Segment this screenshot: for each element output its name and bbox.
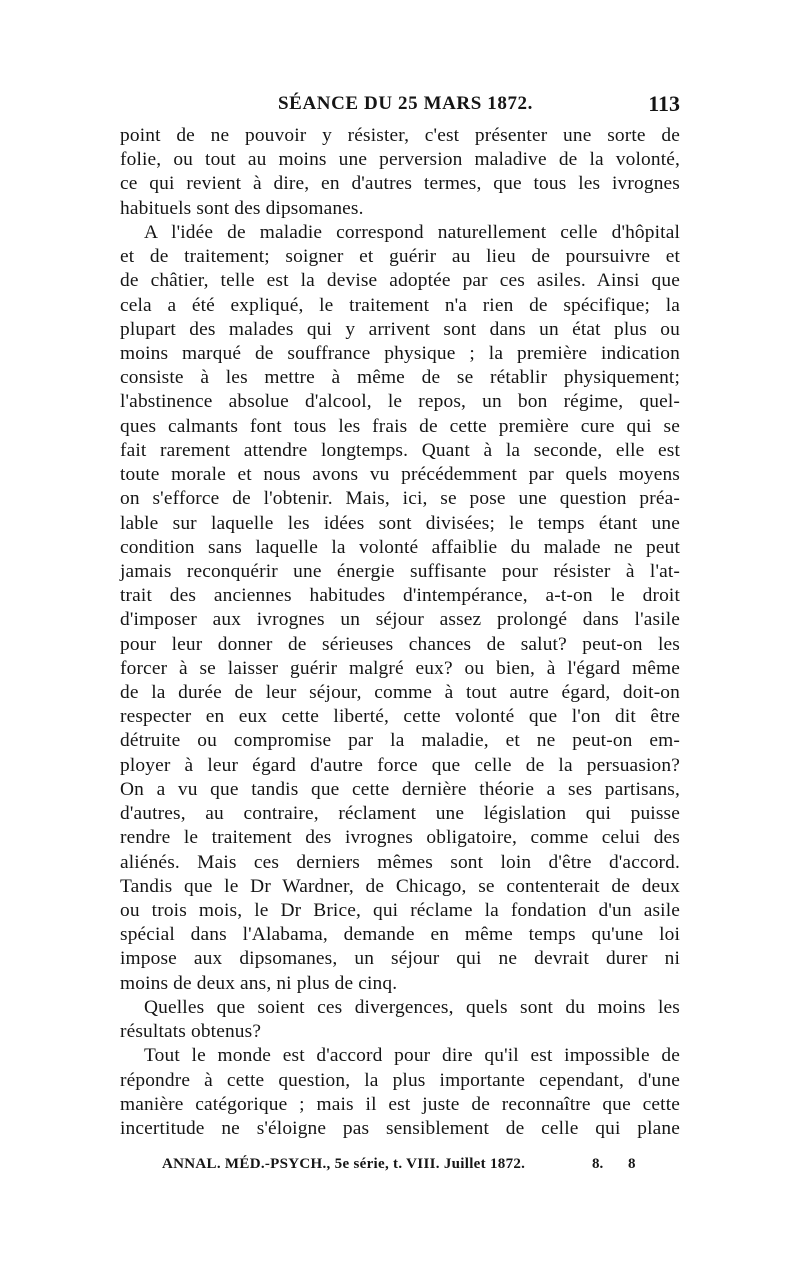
text-line: forcer à se laisser guérir malgré eux? ou bien, à l'égard même bbox=[120, 657, 680, 679]
text-line: jamais reconquérir une énergie suffisante pour résister à l'at- bbox=[120, 560, 680, 582]
text-line: trait des anciennes habitudes d'intempérance, a-t-on le droit bbox=[120, 585, 680, 607]
text-line: impose aux dipsomanes, un séjour qui ne devrait durer ni bbox=[120, 948, 680, 970]
text-line: Quelles que soient ces divergences, quels sont du moins les bbox=[144, 996, 680, 1018]
text-line: résultats obtenus? bbox=[120, 1021, 262, 1043]
text-line: répondre à cette question, la plus importante cependant, d'une bbox=[120, 1069, 680, 1091]
running-title: SÉANCE DU 25 MARS 1872. bbox=[278, 93, 534, 114]
signature-mark: 8. bbox=[592, 1156, 604, 1172]
text-line: condition sans laquelle la volonté affaiblie du malade ne peut bbox=[120, 536, 680, 558]
text-line: moins de deux ans, ni plus de cinq. bbox=[120, 972, 398, 994]
text-line: lable sur laquelle les idées sont divisées; le temps étant une bbox=[120, 512, 680, 534]
text-line: habituels sont des dipsomanes. bbox=[120, 197, 364, 219]
journal-reference: ANNAL. MÉD.-PSYCH., 5e série, t. VIII. Juillet 1872. bbox=[162, 1156, 526, 1172]
text-line: de châtier, telle est la devise adoptée par ces asiles. Ainsi que bbox=[120, 270, 680, 292]
body-text bbox=[120, 124, 680, 1152]
text-line: Tandis que le Dr Wardner, de Chicago, se contenterait de deux bbox=[120, 875, 680, 897]
text-line: incertitude ne s'éloigne pas sensiblement de celle qui plane bbox=[120, 1117, 680, 1139]
text-line: d'imposer aux ivrognes un séjour assez prolongé dans l'asile bbox=[120, 609, 680, 631]
text-line: Tout le monde est d'accord pour dire qu'il est impossible de bbox=[144, 1045, 680, 1067]
signature-mark: 8 bbox=[628, 1156, 636, 1172]
text-line: respecter en eux cette liberté, cette volonté que l'on dit être bbox=[120, 706, 680, 728]
text-line: ou trois mois, le Dr Brice, qui réclame la fondation d'un asile bbox=[120, 900, 680, 921]
running-head bbox=[118, 93, 680, 123]
text-line: A l'idée de maladie correspond naturellement celle d'hôpital bbox=[144, 221, 680, 243]
text-line: point de ne pouvoir y résister, c'est présenter une sorte de bbox=[120, 125, 680, 146]
text-line: moins marqué de souffrance physique ; la première indication bbox=[120, 342, 680, 364]
text-line: ce qui revient à dire, en d'autres termes, que tous les ivrognes bbox=[120, 173, 680, 195]
text-line: folie, ou tout au moins une perversion maladive de la volonté, bbox=[120, 149, 680, 171]
text-line: toute morale et nous avons vu précédemment par quels moyens bbox=[120, 464, 680, 486]
text-line: et de traitement; soigner et guérir au lieu de poursuivre et bbox=[120, 246, 680, 268]
text-line: l'abstinence absolue d'alcool, le repos, un bon régime, quel- bbox=[120, 391, 680, 413]
text-line: détruite ou compromise par la maladie, et ne peut-on em- bbox=[120, 730, 680, 752]
page-number: 113 bbox=[648, 91, 680, 116]
text-line: d'autres, au contraire, réclament une législation qui puisse bbox=[120, 803, 680, 825]
text-line: on s'efforce de l'obtenir. Mais, ici, se pose une question préa- bbox=[120, 488, 680, 510]
text-line: fait rarement attendre longtemps. Quant à la seconde, elle est bbox=[120, 439, 680, 461]
text-line: spécial dans l'Alabama, demande en même temps qu'une loi bbox=[120, 924, 680, 946]
text-line: consiste à les mettre à même de se rétablir physiquement; bbox=[120, 367, 680, 389]
text-line: aliénés. Mais ces derniers mêmes sont loin d'être d'accord. bbox=[120, 851, 680, 873]
text-line: ployer à leur égard d'autre force que celle de la persuasion? bbox=[120, 754, 680, 776]
text-line: rendre le traitement des ivrognes obligatoire, comme celui des bbox=[120, 827, 680, 849]
text-line: de la durée de leur séjour, comme à tout autre égard, doit-on bbox=[120, 682, 680, 704]
text-line: pour leur donner de sérieuses chances de salut? peut-on les bbox=[120, 633, 680, 655]
text-line: manière catégorique ; mais il est juste de reconnaître que cette bbox=[120, 1093, 680, 1115]
text-line: ques calmants font tous les frais de cette première cure qui se bbox=[120, 415, 680, 437]
page-footer bbox=[162, 1156, 680, 1180]
text-line: plupart des malades qui y arrivent sont dans un état plus ou bbox=[120, 318, 680, 340]
text-line: cela a été expliqué, le traitement n'a rien de spécifique; la bbox=[120, 294, 680, 316]
text-line: On a vu que tandis que cette dernière théorie a ses partisans, bbox=[120, 778, 680, 800]
